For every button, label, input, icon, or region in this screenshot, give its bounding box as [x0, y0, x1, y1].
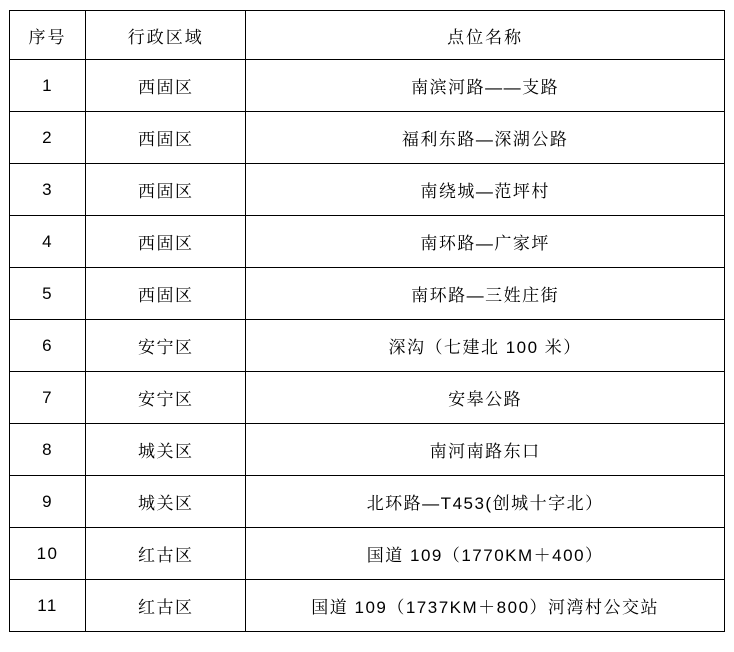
- cell-district: 西固区: [86, 216, 246, 268]
- table-row: [10, 112, 725, 164]
- cell-district: 安宁区: [86, 320, 246, 372]
- cell-district: 安宁区: [86, 372, 246, 424]
- cell-district: 西固区: [86, 60, 246, 112]
- cell-index: 10: [10, 528, 86, 580]
- table-row: [10, 268, 725, 320]
- table-row: [10, 164, 725, 216]
- table-row: [10, 216, 725, 268]
- column-header-name: 点位名称: [246, 11, 725, 60]
- column-header-index: 序号: [10, 11, 86, 60]
- cell-district: 城关区: [86, 424, 246, 476]
- cell-index: 2: [10, 112, 86, 164]
- cell-index: 3: [10, 164, 86, 216]
- cell-index: 5: [10, 268, 86, 320]
- cell-index: 9: [10, 476, 86, 528]
- table-row: [10, 476, 725, 528]
- table-row: [10, 60, 725, 112]
- cell-district: 西固区: [86, 112, 246, 164]
- table-row: [10, 528, 725, 580]
- cell-point-name: 南环路—三姓庄街: [246, 268, 725, 320]
- column-header-district: 行政区域: [86, 11, 246, 60]
- cell-point-name: 南河南路东口: [246, 424, 725, 476]
- table-header: [10, 11, 725, 60]
- cell-point-name: 北环路—T453(创城十字北）: [246, 476, 725, 528]
- cell-index: 8: [10, 424, 86, 476]
- table-row: [10, 372, 725, 424]
- cell-point-name: 福利东路—深湖公路: [246, 112, 725, 164]
- cell-district: 西固区: [86, 268, 246, 320]
- cell-point-name: 深沟（七建北 100 米）: [246, 320, 725, 372]
- cell-point-name: 国道 109（1770KM＋400）: [246, 528, 725, 580]
- cell-district: 西固区: [86, 164, 246, 216]
- cell-index: 1: [10, 60, 86, 112]
- cell-district: 城关区: [86, 476, 246, 528]
- cell-point-name: 南滨河路——支路: [246, 60, 725, 112]
- cell-point-name: 安皋公路: [246, 372, 725, 424]
- table-row: [10, 580, 725, 632]
- cell-point-name: 南环路—广家坪: [246, 216, 725, 268]
- cell-index: 11: [10, 580, 86, 632]
- table-row: [10, 424, 725, 476]
- cell-district: 红古区: [86, 580, 246, 632]
- cell-index: 6: [10, 320, 86, 372]
- table-header-row: [10, 11, 725, 60]
- cell-point-name: 南绕城—范坪村: [246, 164, 725, 216]
- cell-index: 7: [10, 372, 86, 424]
- table-row: [10, 320, 725, 372]
- cell-point-name: 国道 109（1737KM＋800）河湾村公交站: [246, 580, 725, 632]
- table-body: [10, 60, 725, 632]
- point-location-table: [9, 10, 725, 632]
- cell-index: 4: [10, 216, 86, 268]
- cell-district: 红古区: [86, 528, 246, 580]
